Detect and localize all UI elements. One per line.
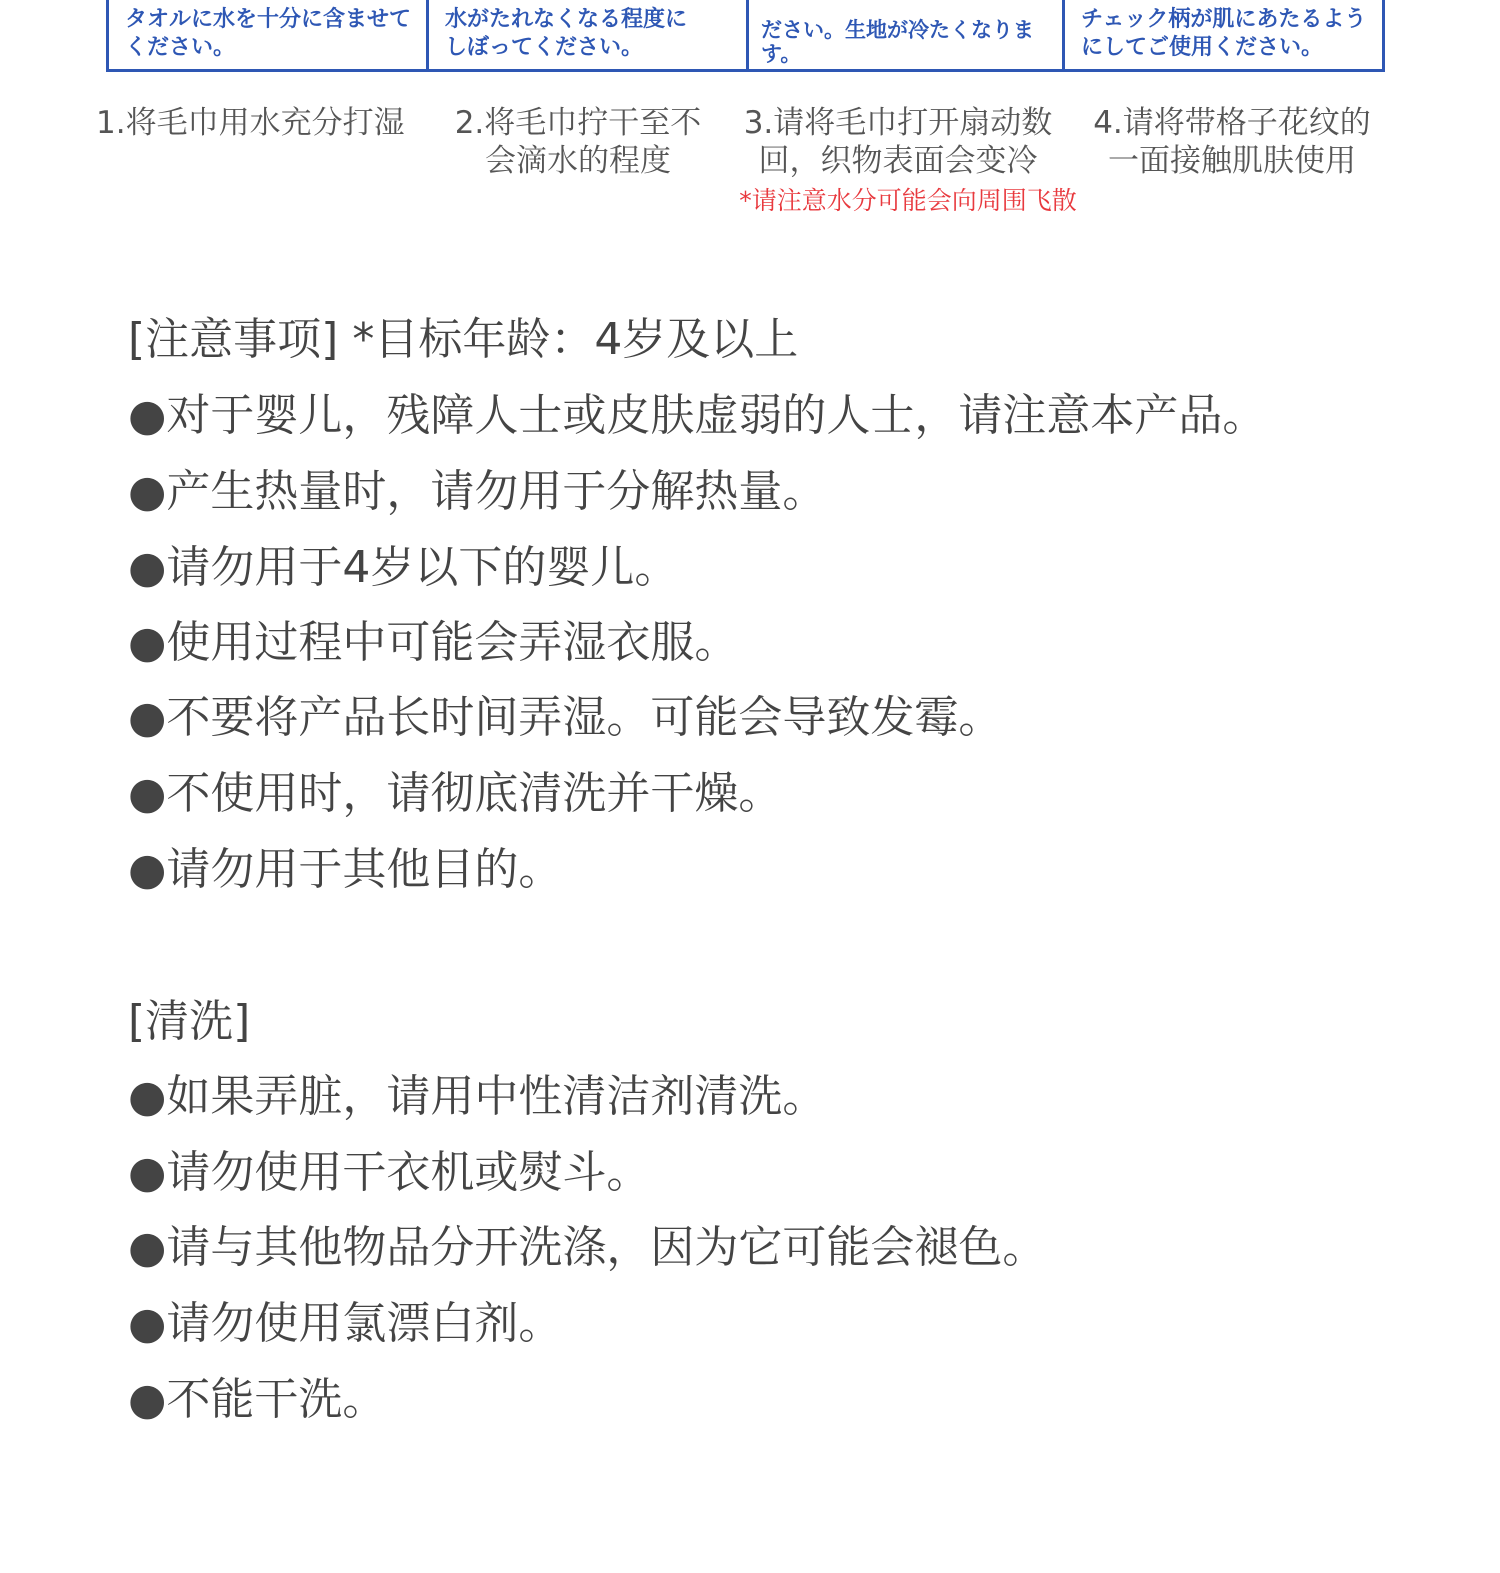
washing-item: ●请勿使用氯漂白剂。 bbox=[128, 1298, 563, 1349]
cn-step-4: 4.请将带格子花纹的 一面接触肌肤使用 bbox=[1093, 105, 1371, 179]
caution-item: ●不要将产品长时间弄湿。可能会导致发霉。 bbox=[128, 692, 1003, 743]
jp-step-3 bbox=[749, 0, 1065, 69]
jp-step-1: タオルに水を十分に含ませて ください。 bbox=[109, 0, 429, 69]
jp-step-2: 水がたれなくなる程度に しぼってください。 bbox=[429, 0, 749, 69]
cn-step-3-warning: *请注意水分可能会向周围飞散 bbox=[739, 186, 1077, 215]
caution-item: ●使用过程中可能会弄湿衣服。 bbox=[128, 617, 739, 668]
jp-step-4: チェック柄が肌にあたるよう にしてご使用ください。 bbox=[1081, 7, 1367, 60]
caution-item: ●不使用时，请彻底清洗并干燥。 bbox=[128, 768, 783, 819]
cn-step-3: 3.请将毛巾打开扇动数 回，织物表面会变冷 bbox=[743, 105, 1053, 179]
caution-item: ●对于婴儿，残障人士或皮肤虚弱的人士，请注意本产品。 bbox=[128, 390, 1267, 441]
cautions-heading: [注意事项] *目标年龄：4岁及以上 bbox=[128, 314, 799, 365]
jp-instruction-strip bbox=[106, 0, 1385, 72]
caution-item: ●产生热量时，请勿用于分解热量。 bbox=[128, 466, 827, 517]
jp-step-3-main: ださい。生地が冷たくなります。 bbox=[761, 18, 1034, 66]
washing-item: ●不能干洗。 bbox=[128, 1374, 387, 1425]
washing-item: ●请与其他物品分开洗涤，因为它可能会褪色。 bbox=[128, 1222, 1047, 1273]
caution-item: ●请勿用于4岁以下的婴儿。 bbox=[128, 542, 679, 593]
caution-item: ●请勿用于其他目的。 bbox=[128, 844, 563, 895]
cn-step-2: 2.将毛巾拧干至不 会滴水的程度 bbox=[454, 105, 702, 179]
washing-heading: [清洗] bbox=[128, 996, 251, 1047]
washing-item: ●如果弄脏，请用中性清洁剂清洗。 bbox=[128, 1071, 827, 1122]
washing-item: ●请勿使用干衣机或熨斗。 bbox=[128, 1147, 651, 1198]
cn-step-1: 1.将毛巾用水充分打湿 bbox=[96, 105, 405, 141]
